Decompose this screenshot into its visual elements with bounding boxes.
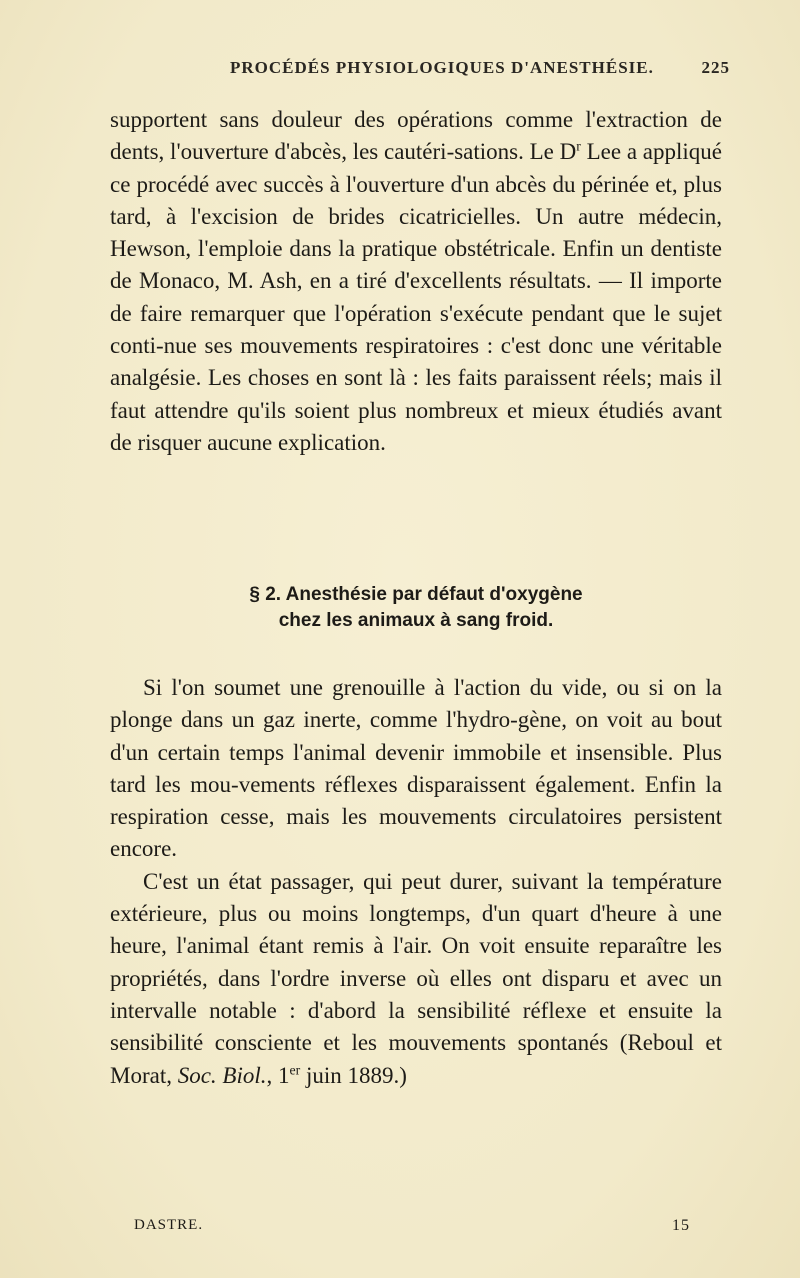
section-body	[110, 672, 722, 1092]
paragraph-1-superscript: r	[576, 138, 581, 154]
running-title: PROCÉDÉS PHYSIOLOGIQUES D'ANESTHÉSIE.	[230, 58, 654, 77]
page-number: 225	[701, 58, 730, 77]
paragraph-3-part-c: juin 1889.)	[300, 1062, 407, 1088]
paragraph-1-part-a: supportent sans douleur des opérations comme l'extraction de dents, l'ouverture d'abcès, les cautéri-sations. Le D	[110, 107, 722, 165]
paragraph-1-part-b: Lee a appliqué ce procédé avec succès à l'ouverture d'un abcès du périnée et, plus tard, à l'excision de brides cicatricielles. Un autre médecin, Hewson, l'emploie dans la pratique obstétricale. Enfin un dentiste de Monaco, M. Ash, en a tiré d'excellents résultats. — Il importe de faire remarquer que l'opération s'exécute pendant que le sujet conti-nue ses mouvements respiratoires : c'est donc une véritable analgésie. Les choses en sont là : les faits paraissent réels; mais il faut attendre qu'ils soient plus nombreux et mieux étudiés avant de risquer aucune explication.	[110, 139, 722, 455]
paragraph-3	[110, 866, 722, 1092]
printer-signature: DASTRE.	[134, 1217, 204, 1233]
running-head	[230, 58, 730, 78]
paragraph-3-part-b: , 1	[266, 1062, 290, 1088]
paragraph-1	[110, 104, 722, 459]
section-heading	[110, 582, 722, 634]
paragraph-3-superscript: er	[289, 1061, 301, 1077]
paragraph-3-part-a: C'est un état passager, qui peut durer, suivant la température extérieure, plus ou moins longtemps, d'un quart d'heure à une heure, l'animal étant remis à l'air. On voit ensuite reparaître les propriétés, dans l'ordre inverse où elles ont disparu et avec un intervalle notable : d'abord la sensibilité réflexe et ensuite la sensibilité consciente et les mouvements spontanés (Reboul et Morat,	[110, 868, 722, 1088]
paragraph-2: Si l'on soumet une grenouille à l'action du vide, ou si on la plonge dans un gaz inerte, comme l'hydro-gène, on voit au bout d'un certain temps l'animal devenir immobile et insensible. Plus tard les mou-vements réflexes disparaissent également. Enfin la respiration cesse, mais les mouvements circulatoires persistent encore.	[110, 675, 722, 862]
section-heading-line-1: § 2. Anesthésie par défaut d'oxygène	[249, 584, 583, 605]
journal-citation: Soc. Biol.	[177, 1062, 267, 1088]
signature-line	[134, 1217, 690, 1234]
section-heading-line-2: chez les animaux à sang froid.	[278, 610, 554, 631]
signature-number: 15	[672, 1217, 690, 1234]
